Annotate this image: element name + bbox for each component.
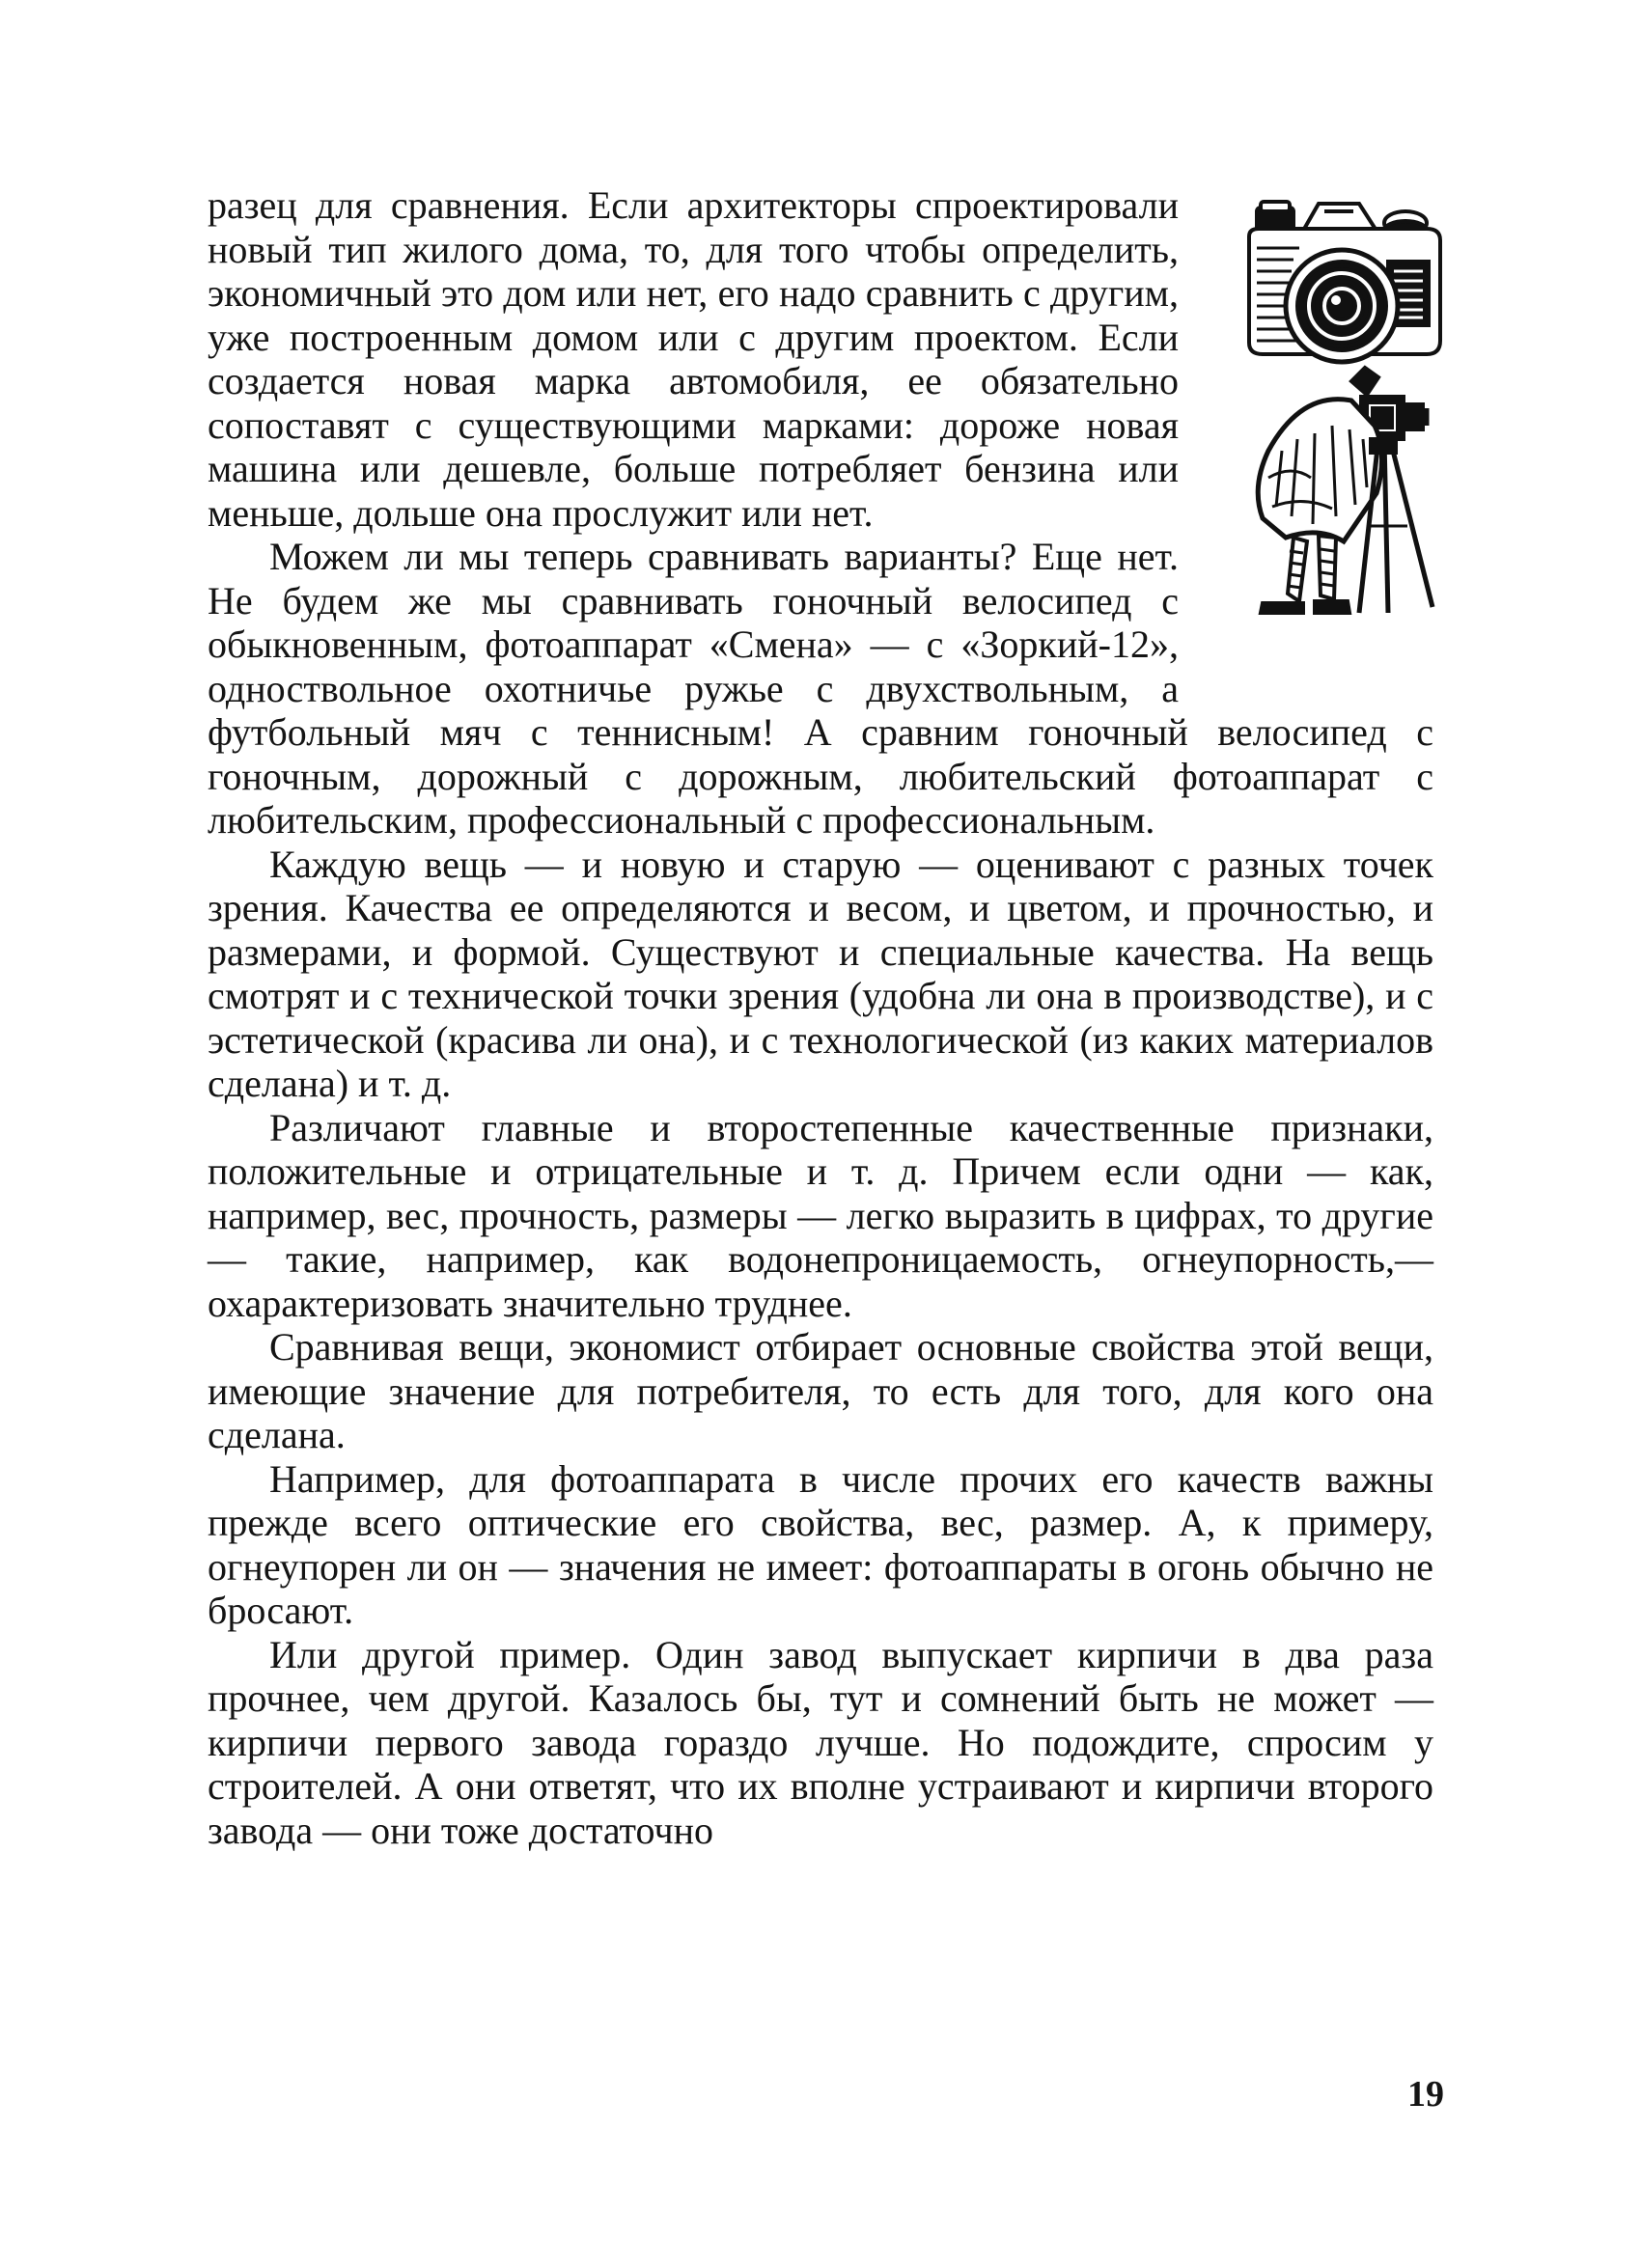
page-number: 19	[1407, 2074, 1444, 2115]
paragraph-7: Или другой пример. Один завод выпускает кирпичи в два раза прочнее, чем другой. Казалось бы, тут и сомнений быть не может — кирпичи первого завода гораздо лучше. Но подождите, спросим у строителей. А они ответят, что их вполне устраивают и кирпичи второго завода — они тоже достаточно	[208, 1632, 1433, 1852]
paragraph-4: Различают главные и второстепенные качественные признаки, положительные и отрицательные и т. д. Причем если одни — как, например, вес, прочность, размеры — легко выразить в цифрах, то другие — такие, например, как водонепроницаемость, огнеупорность,— охарактеризовать значительно труднее.	[208, 1105, 1433, 1325]
paragraph-1: разец для сравнения. Если архитекторы спроектировали новый тип жилого дома, то, для того чтобы определить, экономичный это дом или нет, его надо сравнить с другим, уже построенным домом или с другим проектом. Если создается новая марка автомобиля, ее обязательно сопоставят с существующими марками: дороже новая машина или дешевле, больше потребляет бензина или меньше, дольше она прослужит или нет.	[208, 183, 1179, 535]
paragraph-3: Каждую вещь — и новую и старую — оценивают с разных точек зрения. Качества ее определяются и весом, и цветом, и прочностью, и размерами, и формой. Существуют и специальные качества. На вещь смотрят и с технической точки зрения (удобна ли она в производстве), и с эстетической (красива ли она), и с технологической (из каких материалов сделана) и т. д.	[208, 842, 1433, 1105]
camera-icon	[1249, 202, 1440, 362]
paragraph-2: Можем ли мы теперь сравнивать варианты? Еще нет. Не будем же мы сравнивать гоночный велосипед с обыкновенным, фотоаппарат «Смена» — с «Зоркий-12», одноствольное охотничье ружье с двухствольным, а футбольный мяч с теннисным! А сравним гоночный велосипед с гоночным, дорожный с дорожным, любительский фотоаппарат с любительским, профессиональный с профессиональным.	[208, 535, 1433, 842]
paragraph-6: Например, для фотоаппарата в числе прочих его качеств важны прежде всего оптические его свойства, вес, размер. А, к примеру, огнеупорен ли он — значения не имеет: фотоаппараты в огонь обычно не бросают.	[208, 1456, 1433, 1632]
paragraph-5: Сравнивая вещи, экономист отбирает основные свойства этой вещи, имеющие значение для потребителя, то есть для того, для кого она сделана.	[208, 1325, 1433, 1456]
photographer-with-tripod-icon	[1258, 368, 1432, 613]
illustration	[1243, 198, 1456, 622]
